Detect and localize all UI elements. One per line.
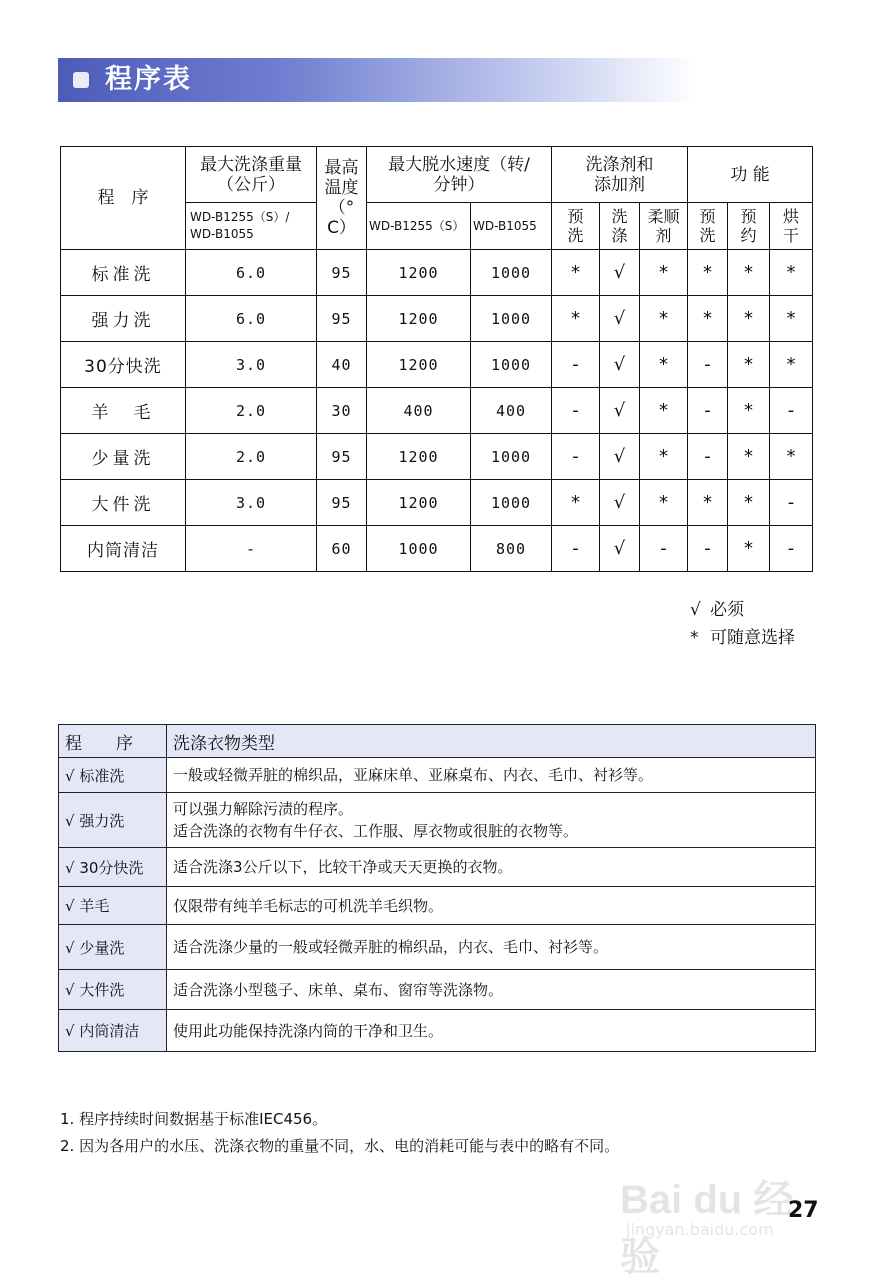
- note-item: 1. 程序持续时间数据基于标准IEC456。: [60, 1110, 328, 1128]
- desc-text: 使用此功能保持洗涤内筒的干净和卫生。: [167, 1010, 816, 1052]
- program-name: 羊 毛: [61, 388, 186, 434]
- table-row: [59, 1010, 816, 1052]
- fn-timer-mark: *: [728, 526, 770, 572]
- spin-a-value: 1000: [367, 526, 471, 572]
- spin-b-value: 800: [471, 526, 552, 572]
- det-softener-mark: *: [640, 434, 688, 480]
- det-softener-mark: *: [640, 296, 688, 342]
- weight-value: 6.0: [186, 296, 317, 342]
- spin-b-value: 1000: [471, 480, 552, 526]
- desc-text: 适合洗涤少量的一般或轻微弄脏的棉织品，内衣、毛巾、衬衫等。: [167, 925, 816, 970]
- det-wash-mark: √: [600, 250, 640, 296]
- table-row: [61, 388, 813, 434]
- fn-dry-mark: *: [770, 342, 813, 388]
- det-prewash-mark: -: [552, 434, 600, 480]
- det-prewash-mark: -: [552, 526, 600, 572]
- table-row: [61, 342, 813, 388]
- det-prewash-mark: *: [552, 296, 600, 342]
- table-row: [61, 434, 813, 480]
- desc-program: √ 标准洗: [59, 758, 167, 793]
- det-prewash-mark: -: [552, 388, 600, 434]
- fn-timer-mark: *: [728, 296, 770, 342]
- desc-program: √ 大件洗: [59, 970, 167, 1010]
- fn-timer-mark: *: [728, 250, 770, 296]
- watermark-brand: Bai du 经验: [620, 1178, 794, 1279]
- spin-b-value: 1000: [471, 434, 552, 480]
- weight-value: 2.0: [186, 388, 317, 434]
- legend-required-label: 必须: [710, 600, 744, 620]
- fn-prewash-mark: -: [688, 388, 728, 434]
- header-fn-prewash: 预洗: [688, 203, 728, 250]
- header-fn-dry: 烘干: [770, 203, 813, 250]
- program-name: 30分快洗: [61, 342, 186, 388]
- header-spin-model-a: WD-B1255（S）: [367, 203, 471, 250]
- table-row: [61, 480, 813, 526]
- det-softener-mark: *: [640, 342, 688, 388]
- temp-value: 95: [317, 434, 367, 480]
- table-row: [59, 793, 816, 848]
- asterisk-icon: *: [690, 628, 699, 648]
- header-weight-models: WD-B1255（S）/ WD-B1055: [186, 203, 317, 250]
- fn-dry-mark: -: [770, 388, 813, 434]
- legend-required: [690, 598, 744, 622]
- desc-header-type: 洗涤衣物类型: [167, 725, 816, 758]
- notes: [60, 1106, 619, 1160]
- desc-program: √ 30分快洗: [59, 848, 167, 887]
- header-det-softener: 柔顺剂: [640, 203, 688, 250]
- desc-program: √ 内筒清洁: [59, 1010, 167, 1052]
- legend-optional-label: 可随意选择: [710, 628, 795, 648]
- spin-a-value: 400: [367, 388, 471, 434]
- spin-a-value: 1200: [367, 342, 471, 388]
- spin-a-value: 1200: [367, 250, 471, 296]
- table-row: [61, 250, 813, 296]
- note-item: 2. 因为各用户的水压、洗涤衣物的重量不同，水、电的消耗可能与表中的略有不同。: [60, 1137, 620, 1155]
- weight-value: 3.0: [186, 342, 317, 388]
- description-table: [58, 724, 816, 1052]
- det-prewash-mark: *: [552, 480, 600, 526]
- header-det-prewash: 预洗: [552, 203, 600, 250]
- det-softener-mark: *: [640, 388, 688, 434]
- table-row: [59, 887, 816, 925]
- spin-a-value: 1200: [367, 434, 471, 480]
- det-prewash-mark: -: [552, 342, 600, 388]
- desc-text: 可以强力解除污渍的程序。 适合洗涤的衣物有牛仔衣、工作服、厚衣物或很脏的衣物等。: [167, 793, 816, 848]
- det-prewash-mark: *: [552, 250, 600, 296]
- watermark-url: jingyan.baidu.com: [626, 1220, 774, 1239]
- spin-b-value: 400: [471, 388, 552, 434]
- spin-a-value: 1200: [367, 480, 471, 526]
- desc-header-program: 程 序: [59, 725, 167, 758]
- weight-value: 6.0: [186, 250, 317, 296]
- fn-timer-mark: *: [728, 480, 770, 526]
- fn-dry-mark: *: [770, 296, 813, 342]
- fn-prewash-mark: -: [688, 342, 728, 388]
- header-fn-timer: 预约: [728, 203, 770, 250]
- det-wash-mark: √: [600, 388, 640, 434]
- program-name: 大件洗: [61, 480, 186, 526]
- header-temp: 最高温度（°C）: [317, 147, 367, 250]
- desc-program: √ 羊毛: [59, 887, 167, 925]
- det-wash-mark: √: [600, 342, 640, 388]
- header-program: 程 序: [61, 147, 186, 250]
- table-row: [59, 758, 816, 793]
- header-detergent: 洗涤剂和添加剂: [552, 147, 688, 203]
- program-name: 内筒清洁: [61, 526, 186, 572]
- table-row: [59, 848, 816, 887]
- fn-dry-mark: -: [770, 526, 813, 572]
- fn-prewash-mark: -: [688, 526, 728, 572]
- fn-prewash-mark: -: [688, 434, 728, 480]
- temp-value: 95: [317, 296, 367, 342]
- temp-value: 60: [317, 526, 367, 572]
- page-number: 27: [788, 1198, 819, 1223]
- spin-b-value: 1000: [471, 296, 552, 342]
- desc-text: 适合洗涤3公斤以下，比较干净或天天更换的衣物。: [167, 848, 816, 887]
- program-name: 标准洗: [61, 250, 186, 296]
- table-row: [59, 925, 816, 970]
- fn-dry-mark: *: [770, 250, 813, 296]
- table-row: [61, 526, 813, 572]
- fn-timer-mark: *: [728, 434, 770, 480]
- det-wash-mark: √: [600, 434, 640, 480]
- weight-value: 3.0: [186, 480, 317, 526]
- header-spin-model-b: WD-B1055: [471, 203, 552, 250]
- fn-dry-mark: *: [770, 434, 813, 480]
- fn-timer-mark: *: [728, 342, 770, 388]
- temp-value: 95: [317, 250, 367, 296]
- fn-prewash-mark: *: [688, 296, 728, 342]
- desc-program: √ 强力洗: [59, 793, 167, 848]
- temp-value: 40: [317, 342, 367, 388]
- weight-value: 2.0: [186, 434, 317, 480]
- weight-value: -: [186, 526, 317, 572]
- program-name: 强力洗: [61, 296, 186, 342]
- det-wash-mark: √: [600, 480, 640, 526]
- desc-text: 一般或轻微弄脏的棉织品，亚麻床单、亚麻桌布、内衣、毛巾、衬衫等。: [167, 758, 816, 793]
- det-softener-mark: *: [640, 250, 688, 296]
- desc-program: √ 少量洗: [59, 925, 167, 970]
- det-softener-mark: -: [640, 526, 688, 572]
- header-det-wash: 洗涤: [600, 203, 640, 250]
- program-table: [60, 146, 813, 572]
- table-row: [61, 296, 813, 342]
- desc-text: 仅限带有纯羊毛标志的可机洗羊毛织物。: [167, 887, 816, 925]
- title-bullet-icon: [73, 72, 89, 88]
- det-softener-mark: *: [640, 480, 688, 526]
- check-icon: √: [690, 600, 701, 620]
- table-row: [59, 970, 816, 1010]
- header-weight: 最大洗涤重量（公斤）: [186, 147, 317, 203]
- program-name: 少量洗: [61, 434, 186, 480]
- spin-b-value: 1000: [471, 342, 552, 388]
- det-wash-mark: √: [600, 526, 640, 572]
- det-wash-mark: √: [600, 296, 640, 342]
- fn-dry-mark: -: [770, 480, 813, 526]
- fn-prewash-mark: *: [688, 250, 728, 296]
- spin-a-value: 1200: [367, 296, 471, 342]
- fn-timer-mark: *: [728, 388, 770, 434]
- header-function: 功 能: [688, 147, 813, 203]
- temp-value: 95: [317, 480, 367, 526]
- temp-value: 30: [317, 388, 367, 434]
- legend-optional: [690, 626, 795, 650]
- fn-prewash-mark: *: [688, 480, 728, 526]
- desc-text: 适合洗涤小型毯子、床单、桌布、窗帘等洗涤物。: [167, 970, 816, 1010]
- header-spin: 最大脱水速度（转/分钟）: [367, 147, 552, 203]
- page-title: 程序表: [105, 64, 192, 95]
- spin-b-value: 1000: [471, 250, 552, 296]
